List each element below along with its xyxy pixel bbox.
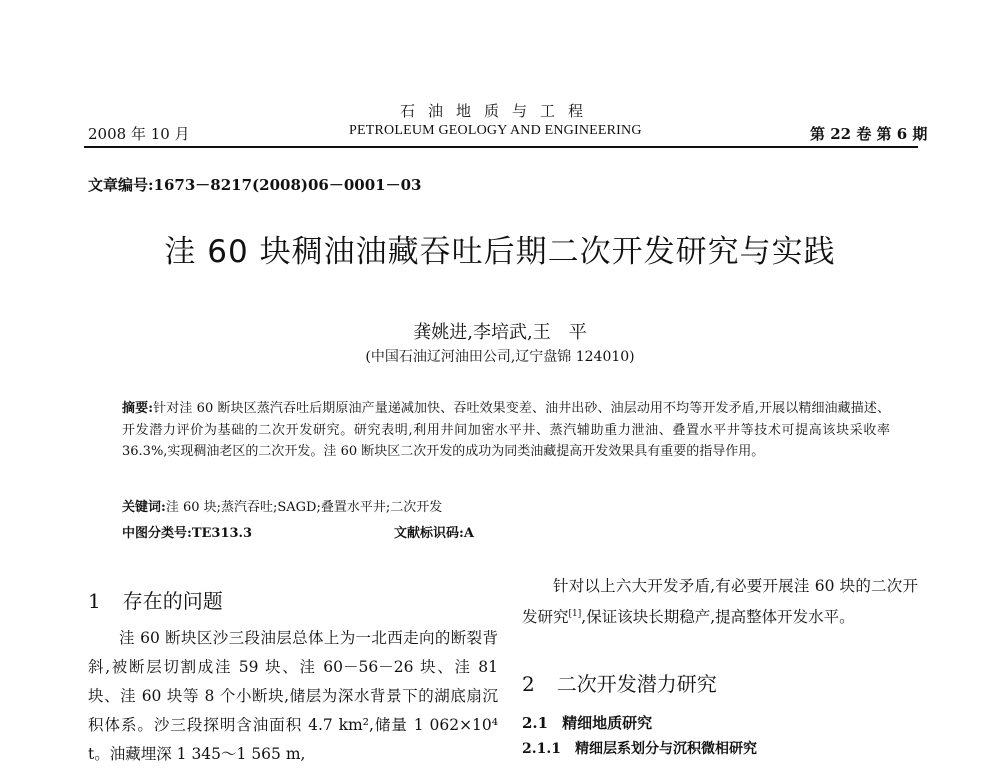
keywords-text: 洼 60 块;蒸汽吞吐;SAGD;叠置水平井;二次开发 (165, 500, 443, 515)
right-column-paragraph (522, 572, 918, 631)
subsection-2-1-1-number: 2.1.1 (522, 741, 561, 757)
paper-title: 洼 60 块稠油油藏吞吐后期二次开发研究与实践 (164, 234, 836, 270)
right-paragraph-part1: 针对以上六大开发矛盾,有必要开展洼 60 块的二次开发研究 (522, 577, 918, 627)
header-date: 2008 年 10 月 (88, 125, 190, 143)
journal-title-en: PETROLEUM GEOLOGY AND ENGINEERING (349, 123, 642, 138)
authors: 龚姚进,李培武,王 平 (413, 322, 587, 343)
section-2-heading (522, 668, 717, 697)
section-1-title: 存在的问题 (122, 589, 223, 613)
keywords (122, 496, 442, 515)
subsection-2-1-number: 2.1 (522, 714, 549, 732)
clc-label: 中图分类号: (122, 526, 192, 541)
volume-issue: 第 22 卷 第 6 期 (810, 125, 928, 143)
clc-text: TE313.3 (191, 526, 253, 541)
doc-code-label: 文献标识码: (394, 526, 464, 541)
subsection-2-1-title: 精细地质研究 (562, 714, 653, 732)
keywords-label: 关键词: (122, 500, 166, 515)
doc-code-text: A (463, 526, 474, 541)
subsection-2-1-heading (522, 712, 652, 733)
section-1-number: 1 (88, 589, 101, 613)
document-code (394, 522, 474, 541)
section-1-heading (88, 585, 223, 614)
section-2-title: 二次开发潜力研究 (556, 672, 717, 696)
subsection-2-1-1-title: 精细层系划分与沉积微相研究 (574, 741, 757, 757)
abstract-label: 摘要: (122, 401, 154, 416)
citation-ref: [1] (568, 609, 582, 619)
journal-title-cn: 石油地质与工程 (400, 102, 597, 120)
abstract-text: 针对洼 60 断块区蒸汽吞吐后期原油产量递减加快、吞吐效果变差、油井出砂、油层动用不均等开发矛盾,开展以精细油藏描述、开发潜力评价为基础的二次开发研究。研究表明,利用井间加密水平井、蒸汽辅助重力泄油、叠置水平井等技术可提高该块采收率 36.3%,实现稠油老区的二次开发。洼 60 断块区二次开发的成功为同类油藏提高开发效果具有重要的指导作用。 (122, 401, 890, 459)
right-paragraph-part2: ,保证该块长期稳产,提高整体开发水平。 (581, 608, 855, 627)
header-rule (84, 146, 918, 148)
article-number: 文章编号:1673－8217(2008)06－0001－03 (88, 176, 422, 194)
subsection-2-1-1-heading (522, 738, 757, 758)
section-2-number: 2 (522, 672, 535, 696)
affiliation: (中国石油辽河油田公司,辽宁盘锦 124010) (365, 349, 635, 365)
abstract (122, 398, 890, 463)
section-1-paragraph: 洼 60 断块区沙三段油层总体上为一北西走向的断裂背斜,被断层切割成洼 59 块、洼 60－56－26 块、洼 81 块、洼 60 块等 8 个小断块,储层为深水背景下的湖底扇沉积体系。沙三段探明含油面积 4.7 km²,储量 1 062×10⁴ t。油藏埋深 1 345～1 565 m, (88, 629, 498, 763)
clc-number (122, 522, 252, 541)
